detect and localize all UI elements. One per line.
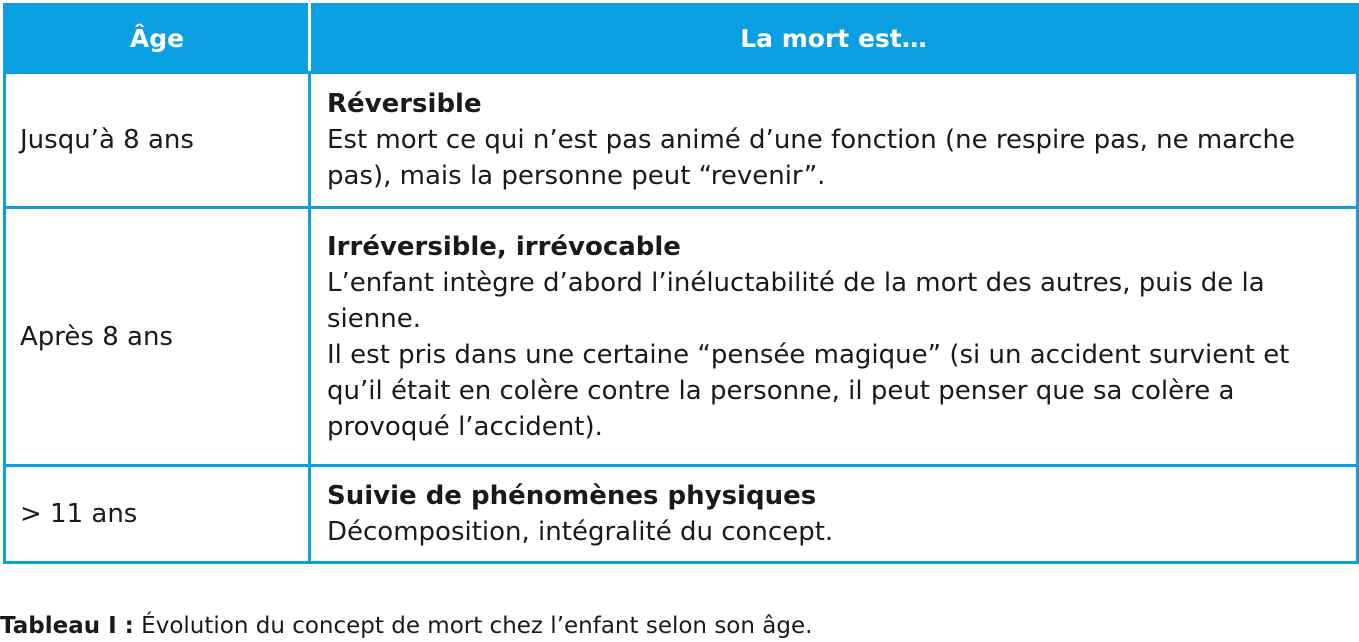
table-caption	[0, 612, 812, 640]
table-row	[5, 466, 1358, 563]
table-row	[5, 208, 1358, 466]
description-line: Est mort ce qui n’est pas animé d’une fonction (ne respire pas, ne marche pas), mais la personne peut “revenir”.	[327, 125, 1295, 191]
header-age: Âge	[5, 5, 310, 73]
description-cell	[310, 208, 1358, 466]
table-row	[5, 73, 1358, 208]
header-death: La mort est…	[310, 5, 1358, 73]
caption-text: Évolution du concept de mort chez l’enfant selon son âge.	[133, 613, 813, 639]
description-line: Décomposition, intégralité du concept.	[327, 517, 834, 547]
description-title: Suivie de phénomènes physiques	[327, 481, 817, 511]
age-cell: Après 8 ans	[5, 208, 310, 466]
description-title: Réversible	[327, 89, 482, 119]
death-concept-table	[3, 3, 1359, 564]
description-cell	[310, 466, 1358, 563]
age-cell: Jusqu’à 8 ans	[5, 73, 310, 208]
description-cell	[310, 73, 1358, 208]
age-cell: > 11 ans	[5, 466, 310, 563]
caption-label: Tableau I :	[0, 613, 134, 639]
description-line: L’enfant intègre d’abord l’inéluctabilité de la mort des autres, puis de la sienne.	[327, 267, 1265, 334]
description-line: Il est pris dans une certaine “pensée magique” (si un accident survient et qu’il était en colère contre la personne, il peut penser que sa colère a provoqué l’accident).	[327, 339, 1290, 442]
description-title: Irréversible, irrévocable	[327, 231, 681, 262]
table-header-row	[5, 5, 1358, 73]
